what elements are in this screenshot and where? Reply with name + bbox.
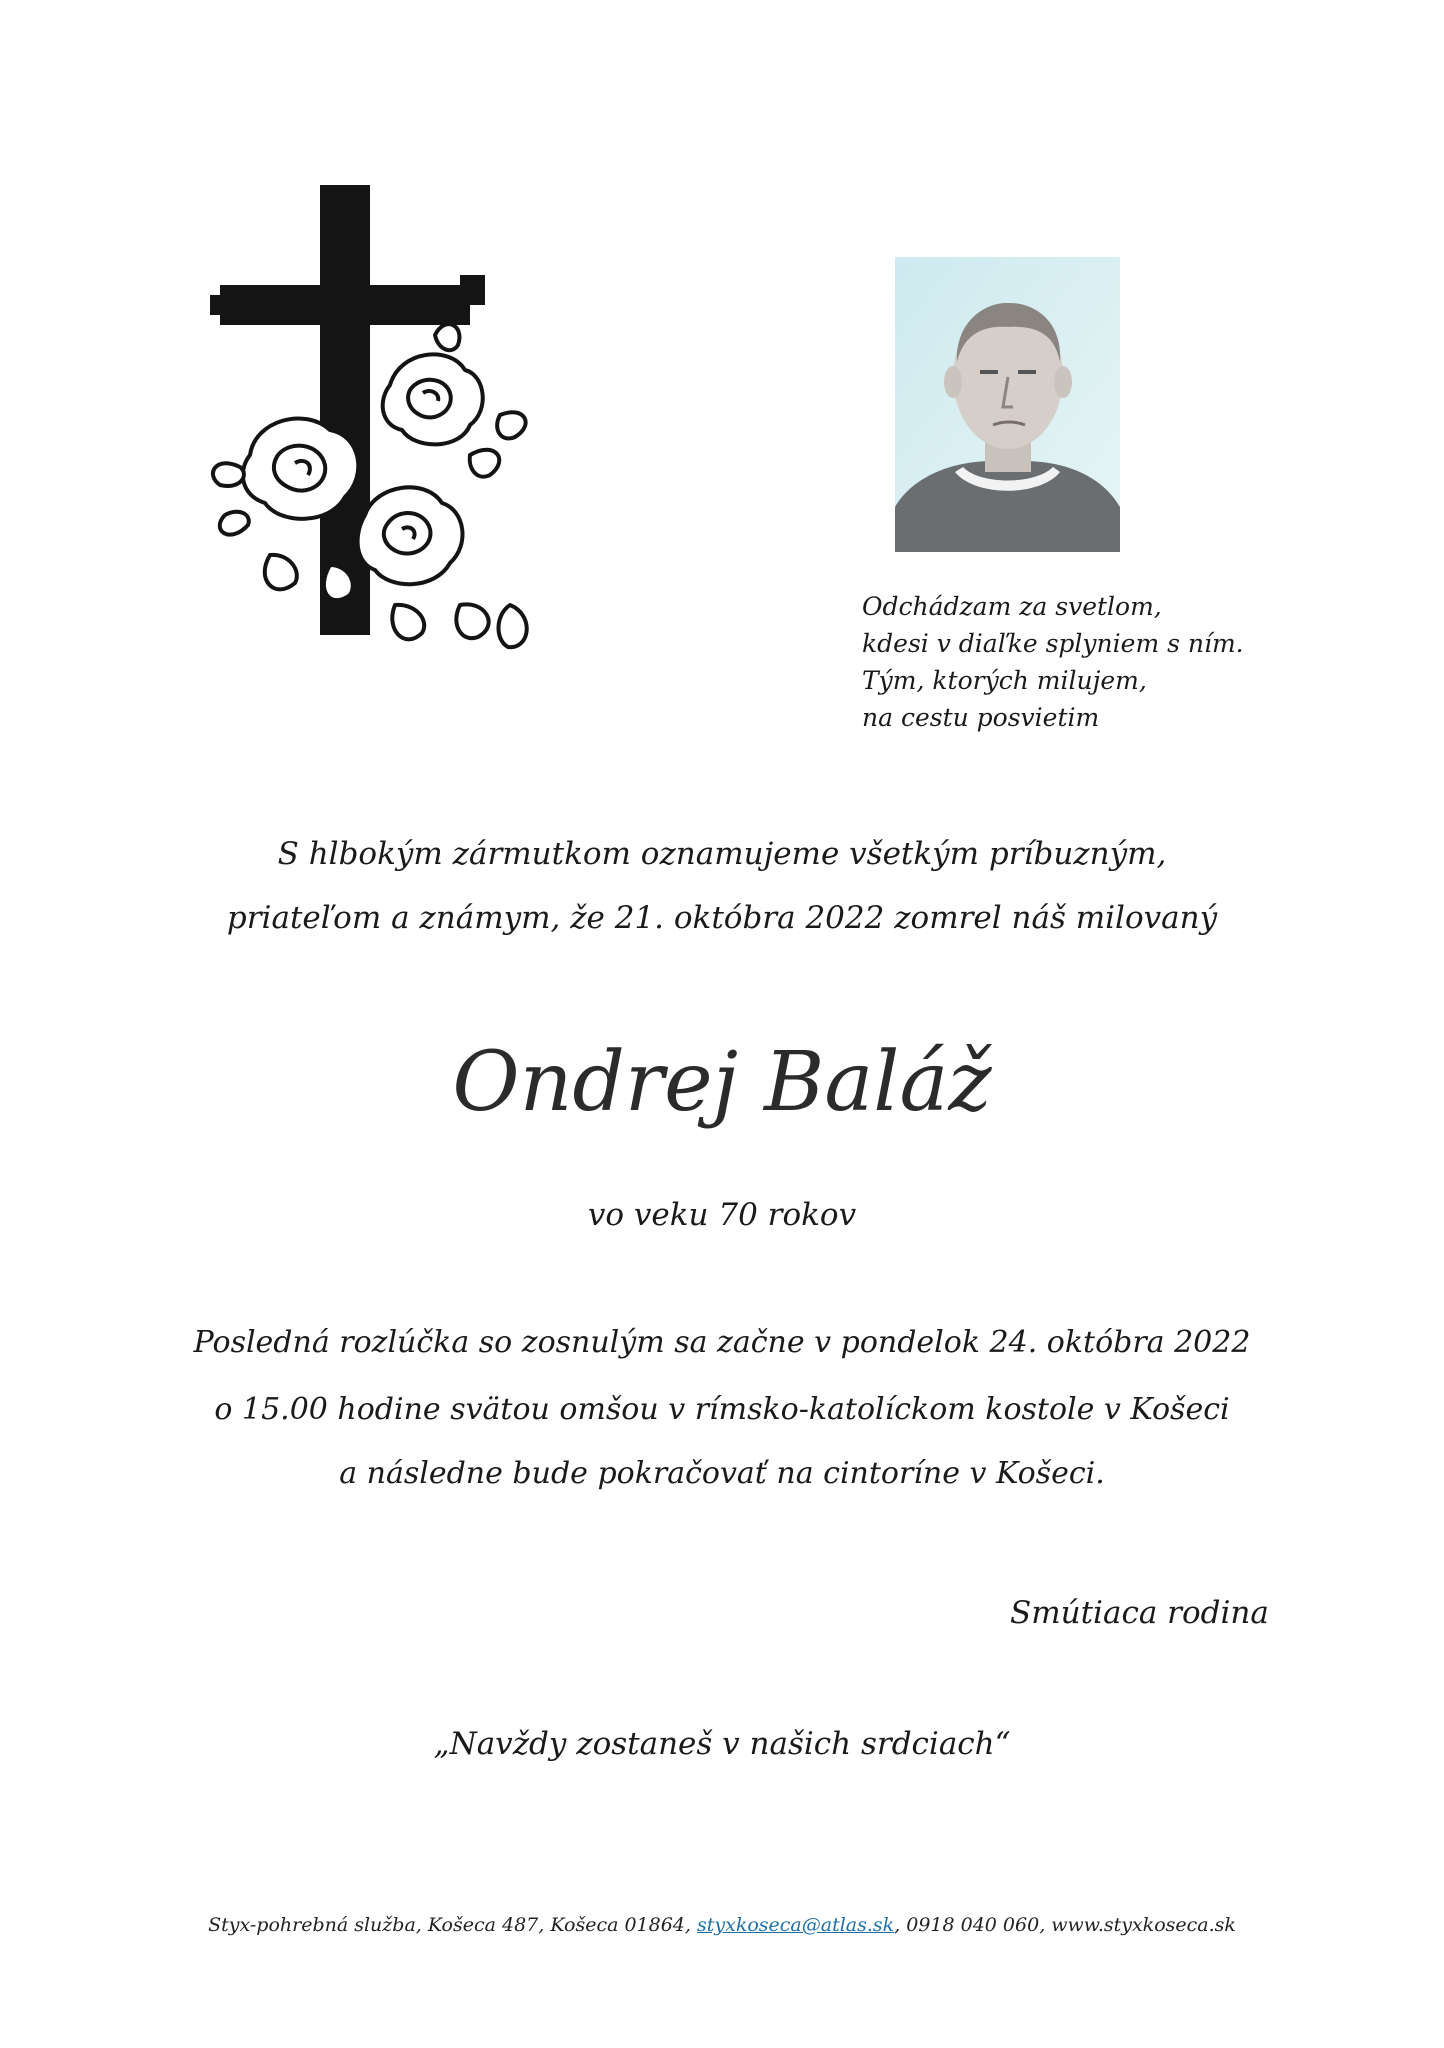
- ceremony-line-3: a následne bude pokračovať na cintoríne v Košeci.: [339, 1456, 1105, 1491]
- footer-email-link[interactable]: styxkoseca@atlas.sk: [696, 1914, 895, 1936]
- cross-with-roses-graphic: [210, 185, 560, 685]
- poem-line: kdesi v diaľke splyniem s ním.: [862, 629, 1244, 658]
- poem-line: na cestu posvietim: [862, 703, 1100, 732]
- ceremony-line-2: o 15.00 hodine svätou omšou v rímsko-katolíckom kostole v Košeci: [214, 1392, 1230, 1427]
- footer-company: Styx-pohrebná služba, Košeca 487, Košeca 01864,: [208, 1914, 697, 1936]
- ceremony-line-1: Posledná rozlúčka so zosnulým sa začne v pondelok 24. októbra 2022: [193, 1325, 1251, 1360]
- poem: [862, 588, 1262, 736]
- poem-line: Tým, ktorých milujem,: [862, 666, 1147, 695]
- announcement-line-1: S hlbokým zármutkom oznamujeme všetkým príbuzným,: [277, 836, 1167, 872]
- footer: [0, 1914, 1444, 1936]
- portrait-photo: [895, 257, 1120, 552]
- deceased-name: Ondrej Baláž: [452, 1035, 992, 1130]
- footer-phone-web: , 0918 040 060, www.styxkoseca.sk: [894, 1914, 1236, 1936]
- deceased-age: vo veku 70 rokov: [587, 1197, 857, 1233]
- motto: „Navždy zostaneš v našich srdciach“: [433, 1726, 1011, 1762]
- poem-line: Odchádzam za svetlom,: [862, 592, 1162, 621]
- announcement-line-2: priateľom a známym, že 21. októbra 2022 zomrel náš milovaný: [226, 900, 1218, 936]
- signature: Smútiaca rodina: [1010, 1595, 1269, 1631]
